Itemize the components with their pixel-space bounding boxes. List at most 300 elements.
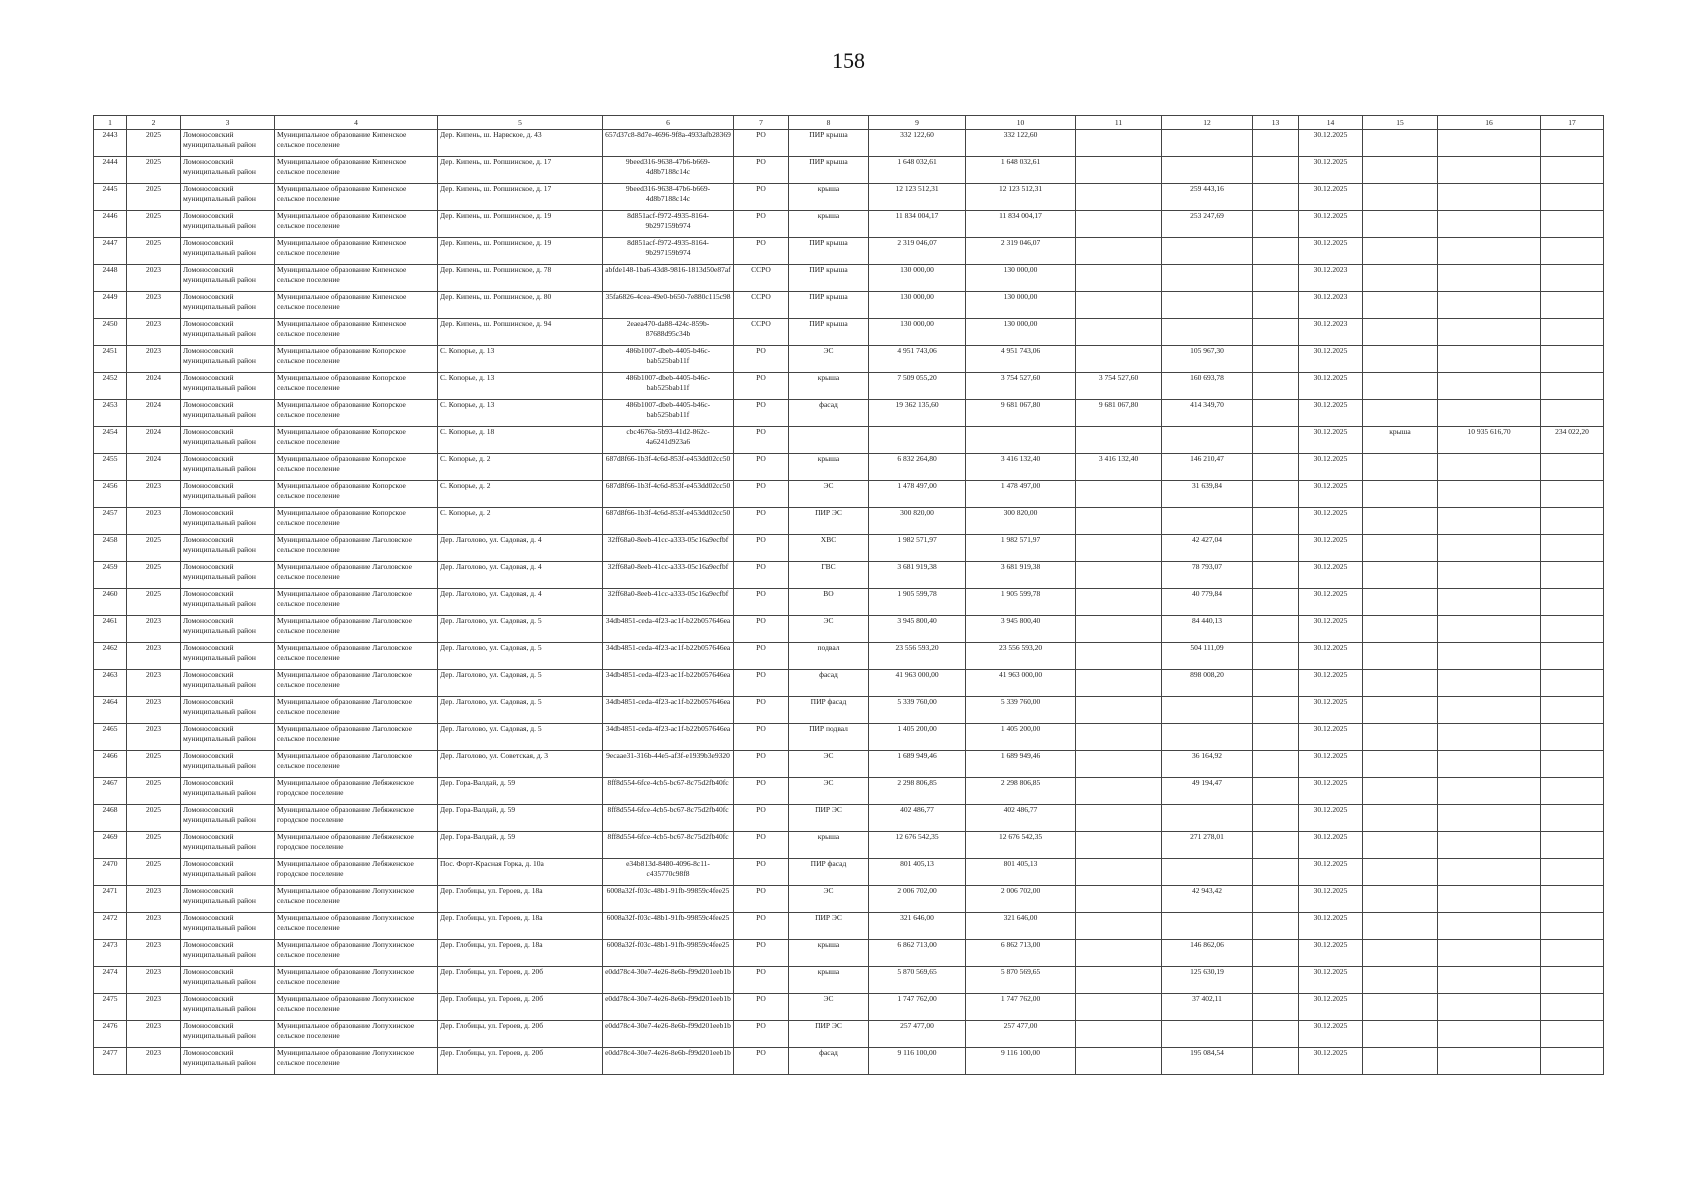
cell-year: 2023	[127, 1021, 181, 1048]
cell-municipality: Муниципальное образование Копорское сельское поселение	[275, 346, 438, 373]
cell-address: Дер. Лаголово, ул. Садовая, д. 4	[438, 589, 603, 616]
table-row	[94, 319, 1604, 346]
cell-row-number: 2470	[94, 859, 127, 886]
cell-control-amount	[1162, 724, 1253, 751]
cell-fund-amount: 41 963 000,00	[966, 670, 1076, 697]
cell-work-type: ПИР фасад	[789, 859, 869, 886]
cell-year: 2024	[127, 373, 181, 400]
cell-year: 2023	[127, 508, 181, 535]
cell-col-16	[1438, 1021, 1541, 1048]
cell-work-type: ПИР подвал	[789, 724, 869, 751]
cell-district: Ломоносовский муниципальный район	[181, 238, 275, 265]
cell-col-13	[1253, 859, 1299, 886]
cell-address: Дер. Лаголово, ул. Садовая, д. 4	[438, 535, 603, 562]
cell-fund-amount: 3 681 919,38	[966, 562, 1076, 589]
cell-house-guid: e34b813d-8480-4096-8c11-c435770c98f8	[603, 859, 734, 886]
cell-control-amount	[1162, 805, 1253, 832]
cell-deadline: 30.12.2025	[1299, 373, 1363, 400]
cell-total-cost: 6 862 713,00	[869, 940, 966, 967]
cell-work-type: ПИР крыша	[789, 157, 869, 184]
cell-fund-amount	[966, 427, 1076, 454]
cell-fund-amount: 2 006 702,00	[966, 886, 1076, 913]
cell-work-type: ЭС	[789, 346, 869, 373]
cell-work-type: ПИР крыша	[789, 319, 869, 346]
cell-work-type: фасад	[789, 670, 869, 697]
cell-col-13	[1253, 913, 1299, 940]
cell-year: 2024	[127, 427, 181, 454]
cell-house-guid: 8d851acf-f972-4935-8164-9b297159b974	[603, 211, 734, 238]
table-row	[94, 805, 1604, 832]
cell-col-15	[1363, 697, 1438, 724]
cell-col-13	[1253, 940, 1299, 967]
cell-district: Ломоносовский муниципальный район	[181, 832, 275, 859]
cell-fund-amount: 1 982 571,97	[966, 535, 1076, 562]
cell-col-17	[1541, 832, 1604, 859]
cell-program: РО	[734, 886, 789, 913]
cell-fund-amount: 1 648 032,61	[966, 157, 1076, 184]
cell-other-amount	[1076, 670, 1162, 697]
cell-house-guid: 486b1007-dbeb-4405-b46c-bab525bab11f	[603, 346, 734, 373]
cell-col-16	[1438, 967, 1541, 994]
cell-municipality: Муниципальное образование Кипенское сельское поселение	[275, 211, 438, 238]
cell-total-cost: 1 405 200,00	[869, 724, 966, 751]
cell-house-guid: 8ff8d554-6fce-4cb5-bc67-8c75d2fb40fc	[603, 778, 734, 805]
cell-house-guid: 687d8f66-1b3f-4c6d-853f-e453dd02cc50	[603, 508, 734, 535]
cell-address: Дер. Лаголово, ул. Садовая, д. 5	[438, 670, 603, 697]
cell-deadline: 30.12.2025	[1299, 589, 1363, 616]
table-row	[94, 535, 1604, 562]
cell-district: Ломоносовский муниципальный район	[181, 616, 275, 643]
cell-other-amount	[1076, 616, 1162, 643]
cell-other-amount	[1076, 427, 1162, 454]
cell-row-number: 2458	[94, 535, 127, 562]
cell-row-number: 2448	[94, 265, 127, 292]
cell-year: 2023	[127, 886, 181, 913]
cell-other-amount	[1076, 481, 1162, 508]
cell-col-16	[1438, 643, 1541, 670]
cell-fund-amount: 130 000,00	[966, 319, 1076, 346]
cell-col-15	[1363, 859, 1438, 886]
cell-col-17	[1541, 589, 1604, 616]
cell-col-16	[1438, 805, 1541, 832]
registry-table	[93, 115, 1604, 1075]
cell-col-13	[1253, 697, 1299, 724]
cell-district: Ломоносовский муниципальный район	[181, 373, 275, 400]
cell-col-17	[1541, 778, 1604, 805]
cell-control-amount: 37 402,11	[1162, 994, 1253, 1021]
column-header-15: 15	[1363, 116, 1438, 130]
cell-work-type: ЭС	[789, 886, 869, 913]
cell-total-cost: 12 123 512,31	[869, 184, 966, 211]
cell-municipality: Муниципальное образование Кипенское сельское поселение	[275, 184, 438, 211]
cell-col-17	[1541, 670, 1604, 697]
cell-col-13	[1253, 643, 1299, 670]
cell-program: РО	[734, 670, 789, 697]
cell-municipality: Муниципальное образование Кипенское сельское поселение	[275, 130, 438, 157]
cell-col-13	[1253, 292, 1299, 319]
cell-address: Дер. Лаголово, ул. Садовая, д. 5	[438, 643, 603, 670]
cell-work-type: ПИР крыша	[789, 265, 869, 292]
cell-program: РО	[734, 1048, 789, 1075]
cell-year: 2023	[127, 670, 181, 697]
cell-fund-amount: 2 298 806,85	[966, 778, 1076, 805]
cell-municipality: Муниципальное образование Копорское сельское поселение	[275, 400, 438, 427]
cell-col-16	[1438, 211, 1541, 238]
cell-other-amount	[1076, 832, 1162, 859]
cell-municipality: Муниципальное образование Лебяженское городское поселение	[275, 859, 438, 886]
cell-total-cost: 801 405,13	[869, 859, 966, 886]
cell-work-type: крыша	[789, 211, 869, 238]
cell-address: Дер. Гора-Валдай, д. 59	[438, 778, 603, 805]
cell-deadline: 30.12.2025	[1299, 157, 1363, 184]
cell-district: Ломоносовский муниципальный район	[181, 805, 275, 832]
cell-other-amount	[1076, 994, 1162, 1021]
cell-col-17	[1541, 967, 1604, 994]
cell-house-guid: 6008a32f-f03c-48b1-91fb-99859c4fee25	[603, 940, 734, 967]
cell-total-cost: 3 945 800,40	[869, 616, 966, 643]
cell-col-17	[1541, 751, 1604, 778]
cell-total-cost: 1 689 949,46	[869, 751, 966, 778]
cell-col-16	[1438, 589, 1541, 616]
cell-deadline: 30.12.2025	[1299, 778, 1363, 805]
cell-col-13	[1253, 724, 1299, 751]
cell-address: Дер. Лаголово, ул. Советская, д. 3	[438, 751, 603, 778]
cell-col-17	[1541, 805, 1604, 832]
cell-address: Дер. Кипень, ш. Ропшинское, д. 19	[438, 211, 603, 238]
table-row	[94, 373, 1604, 400]
cell-year: 2023	[127, 994, 181, 1021]
cell-year: 2023	[127, 1048, 181, 1075]
cell-work-type: ЭС	[789, 751, 869, 778]
cell-deadline: 30.12.2025	[1299, 616, 1363, 643]
cell-program: РО	[734, 589, 789, 616]
cell-col-16	[1438, 913, 1541, 940]
cell-row-number: 2477	[94, 1048, 127, 1075]
cell-other-amount	[1076, 508, 1162, 535]
cell-row-number: 2463	[94, 670, 127, 697]
cell-col-13	[1253, 670, 1299, 697]
cell-other-amount	[1076, 157, 1162, 184]
cell-control-amount: 414 349,70	[1162, 400, 1253, 427]
cell-control-amount: 125 630,19	[1162, 967, 1253, 994]
cell-other-amount	[1076, 184, 1162, 211]
table-row	[94, 184, 1604, 211]
cell-district: Ломоносовский муниципальный район	[181, 346, 275, 373]
cell-total-cost: 3 681 919,38	[869, 562, 966, 589]
cell-district: Ломоносовский муниципальный район	[181, 481, 275, 508]
cell-row-number: 2445	[94, 184, 127, 211]
cell-program: РО	[734, 535, 789, 562]
table-row	[94, 886, 1604, 913]
cell-house-guid: 657d37c8-8d7e-4696-9f8a-4933afb28369	[603, 130, 734, 157]
cell-house-guid: 687d8f66-1b3f-4c6d-853f-e453dd02cc50	[603, 454, 734, 481]
cell-fund-amount: 801 405,13	[966, 859, 1076, 886]
table-row	[94, 751, 1604, 778]
cell-deadline: 30.12.2025	[1299, 751, 1363, 778]
cell-deadline: 30.12.2025	[1299, 643, 1363, 670]
cell-row-number: 2454	[94, 427, 127, 454]
cell-district: Ломоносовский муниципальный район	[181, 778, 275, 805]
table-row	[94, 400, 1604, 427]
cell-address: С. Копорье, д. 13	[438, 400, 603, 427]
cell-fund-amount: 3 754 527,60	[966, 373, 1076, 400]
cell-address: Дер. Лаголово, ул. Садовая, д. 5	[438, 697, 603, 724]
cell-col-16	[1438, 832, 1541, 859]
cell-house-guid: e0dd78c4-30e7-4e26-8e6b-f99d201eeb1b	[603, 1021, 734, 1048]
cell-district: Ломоносовский муниципальный район	[181, 562, 275, 589]
cell-district: Ломоносовский муниципальный район	[181, 913, 275, 940]
cell-other-amount	[1076, 130, 1162, 157]
cell-district: Ломоносовский муниципальный район	[181, 697, 275, 724]
cell-col-13	[1253, 319, 1299, 346]
cell-deadline: 30.12.2025	[1299, 508, 1363, 535]
cell-district: Ломоносовский муниципальный район	[181, 427, 275, 454]
cell-year: 2025	[127, 238, 181, 265]
table-row	[94, 778, 1604, 805]
cell-year: 2025	[127, 184, 181, 211]
cell-total-cost: 4 951 743,06	[869, 346, 966, 373]
cell-col-13	[1253, 508, 1299, 535]
cell-program: РО	[734, 454, 789, 481]
cell-other-amount	[1076, 211, 1162, 238]
cell-work-type: ЭС	[789, 481, 869, 508]
cell-other-amount	[1076, 859, 1162, 886]
cell-municipality: Муниципальное образование Копорское сельское поселение	[275, 427, 438, 454]
cell-col-15	[1363, 616, 1438, 643]
cell-total-cost: 9 116 100,00	[869, 1048, 966, 1075]
cell-deadline: 30.12.2025	[1299, 1021, 1363, 1048]
cell-program: РО	[734, 373, 789, 400]
cell-deadline: 30.12.2025	[1299, 724, 1363, 751]
cell-house-guid: 34db4851-ceda-4f23-ac1f-b22b057646ea	[603, 697, 734, 724]
cell-control-amount	[1162, 1021, 1253, 1048]
cell-program: ССРО	[734, 265, 789, 292]
cell-col-17	[1541, 859, 1604, 886]
cell-col-17	[1541, 373, 1604, 400]
cell-address: Дер. Кипень, ш. Ропшинское, д. 17	[438, 184, 603, 211]
cell-row-number: 2474	[94, 967, 127, 994]
cell-total-cost: 12 676 542,35	[869, 832, 966, 859]
cell-deadline: 30.12.2025	[1299, 346, 1363, 373]
cell-other-amount	[1076, 967, 1162, 994]
cell-work-type: крыша	[789, 454, 869, 481]
cell-address: Дер. Гора-Валдай, д. 59	[438, 805, 603, 832]
table-row	[94, 643, 1604, 670]
cell-district: Ломоносовский муниципальный район	[181, 940, 275, 967]
cell-total-cost: 332 122,60	[869, 130, 966, 157]
cell-deadline: 30.12.2023	[1299, 319, 1363, 346]
cell-col-16	[1438, 670, 1541, 697]
cell-program: РО	[734, 184, 789, 211]
cell-total-cost: 1 982 571,97	[869, 535, 966, 562]
cell-col-13	[1253, 238, 1299, 265]
cell-house-guid: 9beed316-9638-47b6-b669-4d8b7188c14c	[603, 157, 734, 184]
cell-control-amount: 271 278,01	[1162, 832, 1253, 859]
cell-row-number: 2446	[94, 211, 127, 238]
cell-program: ССРО	[734, 319, 789, 346]
cell-col-16	[1438, 157, 1541, 184]
cell-municipality: Муниципальное образование Лопухинское сельское поселение	[275, 1048, 438, 1075]
cell-house-guid: 486b1007-dbeb-4405-b46c-bab525bab11f	[603, 373, 734, 400]
cell-year: 2025	[127, 211, 181, 238]
cell-col-16	[1438, 616, 1541, 643]
cell-work-type: ЭС	[789, 616, 869, 643]
cell-total-cost: 5 870 569,65	[869, 967, 966, 994]
cell-col-13	[1253, 589, 1299, 616]
cell-col-13	[1253, 211, 1299, 238]
cell-col-15	[1363, 346, 1438, 373]
cell-work-type: ВО	[789, 589, 869, 616]
cell-work-type: ЭС	[789, 778, 869, 805]
cell-address: С. Копорье, д. 2	[438, 481, 603, 508]
cell-row-number: 2464	[94, 697, 127, 724]
cell-col-17	[1541, 346, 1604, 373]
cell-total-cost: 6 832 264,80	[869, 454, 966, 481]
cell-work-type: крыша	[789, 967, 869, 994]
cell-address: Дер. Лаголово, ул. Садовая, д. 5	[438, 616, 603, 643]
cell-col-13	[1253, 373, 1299, 400]
cell-col-15	[1363, 1048, 1438, 1075]
cell-municipality: Муниципальное образование Кипенское сельское поселение	[275, 265, 438, 292]
cell-address: Дер. Кипень, ш. Ропшинское, д. 19	[438, 238, 603, 265]
cell-house-guid: e0dd78c4-30e7-4e26-8e6b-f99d201eeb1b	[603, 1048, 734, 1075]
cell-total-cost: 2 006 702,00	[869, 886, 966, 913]
cell-deadline: 30.12.2025	[1299, 859, 1363, 886]
cell-municipality: Муниципальное образование Копорское сельское поселение	[275, 508, 438, 535]
cell-house-guid: 34db4851-ceda-4f23-ac1f-b22b057646ea	[603, 724, 734, 751]
column-header-2: 2	[127, 116, 181, 130]
cell-control-amount: 78 793,07	[1162, 562, 1253, 589]
column-header-4: 4	[275, 116, 438, 130]
cell-other-amount	[1076, 265, 1162, 292]
cell-total-cost: 19 362 135,60	[869, 400, 966, 427]
cell-municipality: Муниципальное образование Лебяженское городское поселение	[275, 778, 438, 805]
cell-col-13	[1253, 967, 1299, 994]
cell-col-15	[1363, 373, 1438, 400]
column-header-6: 6	[603, 116, 734, 130]
cell-col-13	[1253, 751, 1299, 778]
cell-col-17: 234 022,20	[1541, 427, 1604, 454]
cell-col-15	[1363, 886, 1438, 913]
cell-work-type	[789, 427, 869, 454]
cell-year: 2023	[127, 643, 181, 670]
cell-program: РО	[734, 994, 789, 1021]
cell-municipality: Муниципальное образование Лопухинское сельское поселение	[275, 994, 438, 1021]
cell-row-number: 2459	[94, 562, 127, 589]
cell-control-amount: 49 194,47	[1162, 778, 1253, 805]
cell-fund-amount: 1 405 200,00	[966, 724, 1076, 751]
cell-col-17	[1541, 535, 1604, 562]
cell-municipality: Муниципальное образование Копорское сельское поселение	[275, 481, 438, 508]
cell-col-17	[1541, 265, 1604, 292]
cell-control-amount: 504 111,09	[1162, 643, 1253, 670]
cell-col-16	[1438, 319, 1541, 346]
cell-house-guid: 8ff8d554-6fce-4cb5-bc67-8c75d2fb40fc	[603, 832, 734, 859]
cell-municipality: Муниципальное образование Кипенское сельское поселение	[275, 319, 438, 346]
cell-col-17	[1541, 130, 1604, 157]
cell-fund-amount: 1 689 949,46	[966, 751, 1076, 778]
cell-program: ССРО	[734, 292, 789, 319]
cell-fund-amount: 332 122,60	[966, 130, 1076, 157]
cell-col-13	[1253, 535, 1299, 562]
cell-deadline: 30.12.2025	[1299, 481, 1363, 508]
cell-control-amount: 105 967,30	[1162, 346, 1253, 373]
cell-total-cost: 23 556 593,20	[869, 643, 966, 670]
cell-deadline: 30.12.2025	[1299, 670, 1363, 697]
cell-col-15	[1363, 292, 1438, 319]
cell-col-15	[1363, 130, 1438, 157]
cell-municipality: Муниципальное образование Лаголовское сельское поселение	[275, 697, 438, 724]
cell-col-17	[1541, 616, 1604, 643]
cell-total-cost: 130 000,00	[869, 292, 966, 319]
cell-address: Дер. Кипень, ш. Ропшинское, д. 80	[438, 292, 603, 319]
cell-district: Ломоносовский муниципальный район	[181, 859, 275, 886]
cell-district: Ломоносовский муниципальный район	[181, 508, 275, 535]
cell-year: 2025	[127, 130, 181, 157]
cell-address: Дер. Глобицы, ул. Героев, д. 20б	[438, 1021, 603, 1048]
cell-col-16	[1438, 130, 1541, 157]
table-row	[94, 589, 1604, 616]
cell-row-number: 2466	[94, 751, 127, 778]
cell-total-cost: 1 747 762,00	[869, 994, 966, 1021]
cell-municipality: Муниципальное образование Кипенское сельское поселение	[275, 238, 438, 265]
cell-col-13	[1253, 130, 1299, 157]
cell-control-amount	[1162, 859, 1253, 886]
cell-control-amount: 40 779,84	[1162, 589, 1253, 616]
cell-col-17	[1541, 697, 1604, 724]
cell-program: РО	[734, 751, 789, 778]
cell-work-type: ПИР ЭС	[789, 1021, 869, 1048]
cell-fund-amount: 12 123 512,31	[966, 184, 1076, 211]
column-header-1: 1	[94, 116, 127, 130]
cell-program: РО	[734, 346, 789, 373]
cell-deadline: 30.12.2025	[1299, 967, 1363, 994]
cell-municipality: Муниципальное образование Лаголовское сельское поселение	[275, 670, 438, 697]
header-row	[94, 116, 1604, 130]
cell-house-guid: 486b1007-dbeb-4405-b46c-bab525bab11f	[603, 400, 734, 427]
cell-municipality: Муниципальное образование Лопухинское сельское поселение	[275, 1021, 438, 1048]
cell-work-type: ПИР крыша	[789, 238, 869, 265]
cell-house-guid: 34db4851-ceda-4f23-ac1f-b22b057646ea	[603, 670, 734, 697]
cell-year: 2024	[127, 400, 181, 427]
cell-year: 2023	[127, 319, 181, 346]
cell-year: 2023	[127, 346, 181, 373]
cell-work-type: ПИР фасад	[789, 697, 869, 724]
table-row	[94, 346, 1604, 373]
cell-row-number: 2444	[94, 157, 127, 184]
cell-district: Ломоносовский муниципальный район	[181, 211, 275, 238]
cell-control-amount: 146 862,06	[1162, 940, 1253, 967]
cell-col-13	[1253, 400, 1299, 427]
cell-district: Ломоносовский муниципальный район	[181, 157, 275, 184]
column-header-10: 10	[966, 116, 1076, 130]
cell-control-amount	[1162, 319, 1253, 346]
cell-row-number: 2443	[94, 130, 127, 157]
cell-fund-amount: 130 000,00	[966, 265, 1076, 292]
cell-address: Дер. Кипень, ш. Нарвское, д. 43	[438, 130, 603, 157]
cell-house-guid: 8ff8d554-6fce-4cb5-bc67-8c75d2fb40fc	[603, 805, 734, 832]
cell-control-amount: 160 693,78	[1162, 373, 1253, 400]
cell-col-16	[1438, 535, 1541, 562]
cell-year: 2025	[127, 535, 181, 562]
cell-col-15	[1363, 994, 1438, 1021]
cell-col-15	[1363, 643, 1438, 670]
cell-address: Дер. Лаголово, ул. Садовая, д. 4	[438, 562, 603, 589]
cell-col-16	[1438, 400, 1541, 427]
cell-total-cost: 2 319 046,07	[869, 238, 966, 265]
cell-work-type: крыша	[789, 940, 869, 967]
cell-row-number: 2467	[94, 778, 127, 805]
